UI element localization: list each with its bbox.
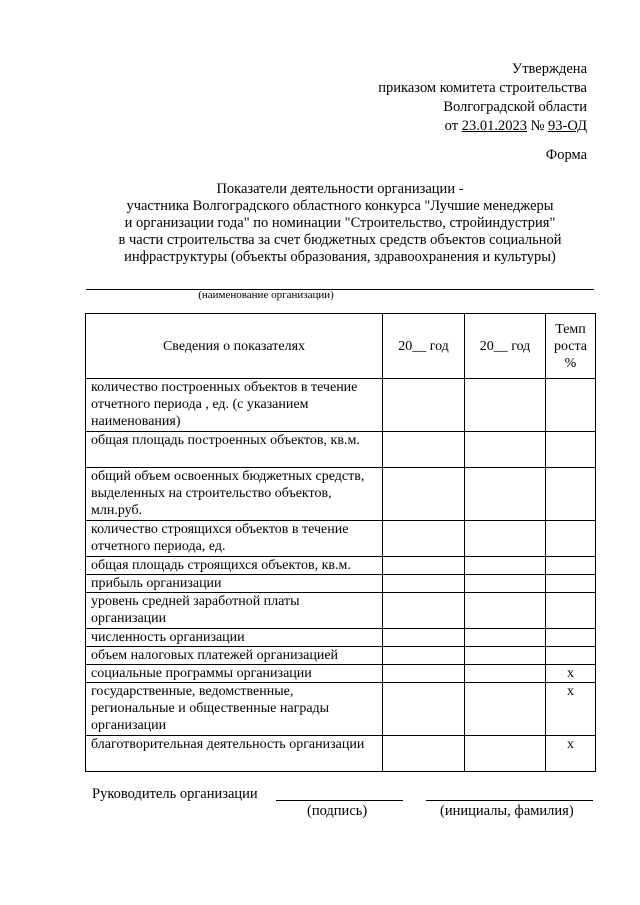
- title-line: Показатели деятельности организации -: [216, 181, 464, 197]
- approval-number: 93-ОД: [548, 118, 587, 134]
- title-line: инфраструктуры (объекты образования, здравоохранения и культуры): [124, 249, 556, 265]
- row-label: численность организации: [86, 629, 383, 647]
- year1-value: [383, 736, 465, 772]
- table-row: [86, 665, 596, 683]
- row-label: общая площадь построенных объектов, кв.м.: [86, 432, 383, 468]
- approval-line: Утверждена: [511, 61, 587, 77]
- year2-value: [465, 468, 546, 521]
- year1-value: [383, 593, 465, 629]
- column-header: Сведения о показателях: [86, 314, 383, 379]
- approval-number-sign: №: [526, 118, 549, 134]
- year2-value: [465, 665, 546, 683]
- year2-value: [465, 593, 546, 629]
- column-header: Темп роста %: [546, 314, 596, 379]
- year2-value: [465, 683, 546, 736]
- title-line: участника Волгоградского областного конкурса "Лучшие менеджеры: [126, 198, 554, 214]
- row-label: социальные программы организации: [86, 665, 383, 683]
- table-row: [86, 647, 596, 665]
- signature-caption: (подпись): [307, 803, 368, 819]
- approval-block: [378, 60, 587, 136]
- table-header-row: [86, 314, 596, 379]
- year1-value: [383, 575, 465, 593]
- row-label: прибыль организации: [86, 575, 383, 593]
- approval-line: Волгоградской области: [443, 99, 587, 115]
- approval-date-prefix: от: [444, 118, 462, 134]
- growth-value: [546, 629, 596, 647]
- growth-value: х: [546, 665, 596, 683]
- table-row: [86, 736, 596, 772]
- table-row: [86, 379, 596, 432]
- growth-value: [546, 379, 596, 432]
- growth-value: [546, 557, 596, 575]
- signature-line: [276, 800, 403, 801]
- year2-value: [465, 575, 546, 593]
- year2-value: [465, 521, 546, 557]
- year1-value: [383, 683, 465, 736]
- year1-value: [383, 468, 465, 521]
- organization-name-caption: (наименование организации): [198, 289, 334, 301]
- year2-value: [465, 379, 546, 432]
- table-row: [86, 683, 596, 736]
- row-label: общая площадь строящихся объектов, кв.м.: [86, 557, 383, 575]
- year2-value: [465, 736, 546, 772]
- growth-value: х: [546, 736, 596, 772]
- growth-value: [546, 521, 596, 557]
- growth-value: [546, 593, 596, 629]
- form-label: Форма: [545, 147, 587, 163]
- row-label: государственные, ведомственные, региональные и общественные награды организации: [86, 683, 383, 736]
- row-label: общий объем освоенных бюджетных средств, выделенных на строительство объектов, млн.руб.: [86, 468, 383, 521]
- growth-value: [546, 647, 596, 665]
- table-row: [86, 521, 596, 557]
- year2-value: [465, 647, 546, 665]
- year1-value: [383, 629, 465, 647]
- row-label: объем налоговых платежей организацией: [86, 647, 383, 665]
- year1-value: [383, 379, 465, 432]
- year1-value: [383, 432, 465, 468]
- growth-value: х: [546, 683, 596, 736]
- year2-value: [465, 432, 546, 468]
- row-label: количество построенных объектов в течение отчетного периода , ед. (с указанием наименования): [86, 379, 383, 432]
- year1-value: [383, 665, 465, 683]
- growth-value: [546, 468, 596, 521]
- name-caption: (инициалы, фамилия): [440, 803, 574, 819]
- title-line: в части строительства за счет бюджетных средств объектов социальной: [118, 232, 562, 248]
- indicators-table: [85, 313, 596, 772]
- column-header: 20__ год: [383, 314, 465, 379]
- table-row: [86, 575, 596, 593]
- document-title: [60, 181, 620, 266]
- year1-value: [383, 521, 465, 557]
- name-line: [426, 800, 593, 801]
- year1-value: [383, 647, 465, 665]
- year2-value: [465, 629, 546, 647]
- growth-value: [546, 575, 596, 593]
- approval-date: 23.01.2023: [461, 118, 527, 134]
- approval-date-line: [378, 117, 587, 136]
- row-label: благотворительная деятельность организации: [86, 736, 383, 772]
- table-row: [86, 593, 596, 629]
- head-of-organization-label: Руководитель организации: [92, 786, 258, 802]
- title-line: и организации года" по номинации "Строительство, стройиндустрия": [124, 215, 556, 231]
- row-label: количество строящихся объектов в течение отчетного периода, ед.: [86, 521, 383, 557]
- row-label: уровень средней заработной платы организации: [86, 593, 383, 629]
- table-row: [86, 468, 596, 521]
- growth-value: [546, 432, 596, 468]
- table-row: [86, 557, 596, 575]
- table-row: [86, 629, 596, 647]
- column-header: 20__ год: [465, 314, 546, 379]
- table-row: [86, 432, 596, 468]
- year2-value: [465, 557, 546, 575]
- approval-line: приказом комитета строительства: [378, 80, 587, 96]
- year1-value: [383, 557, 465, 575]
